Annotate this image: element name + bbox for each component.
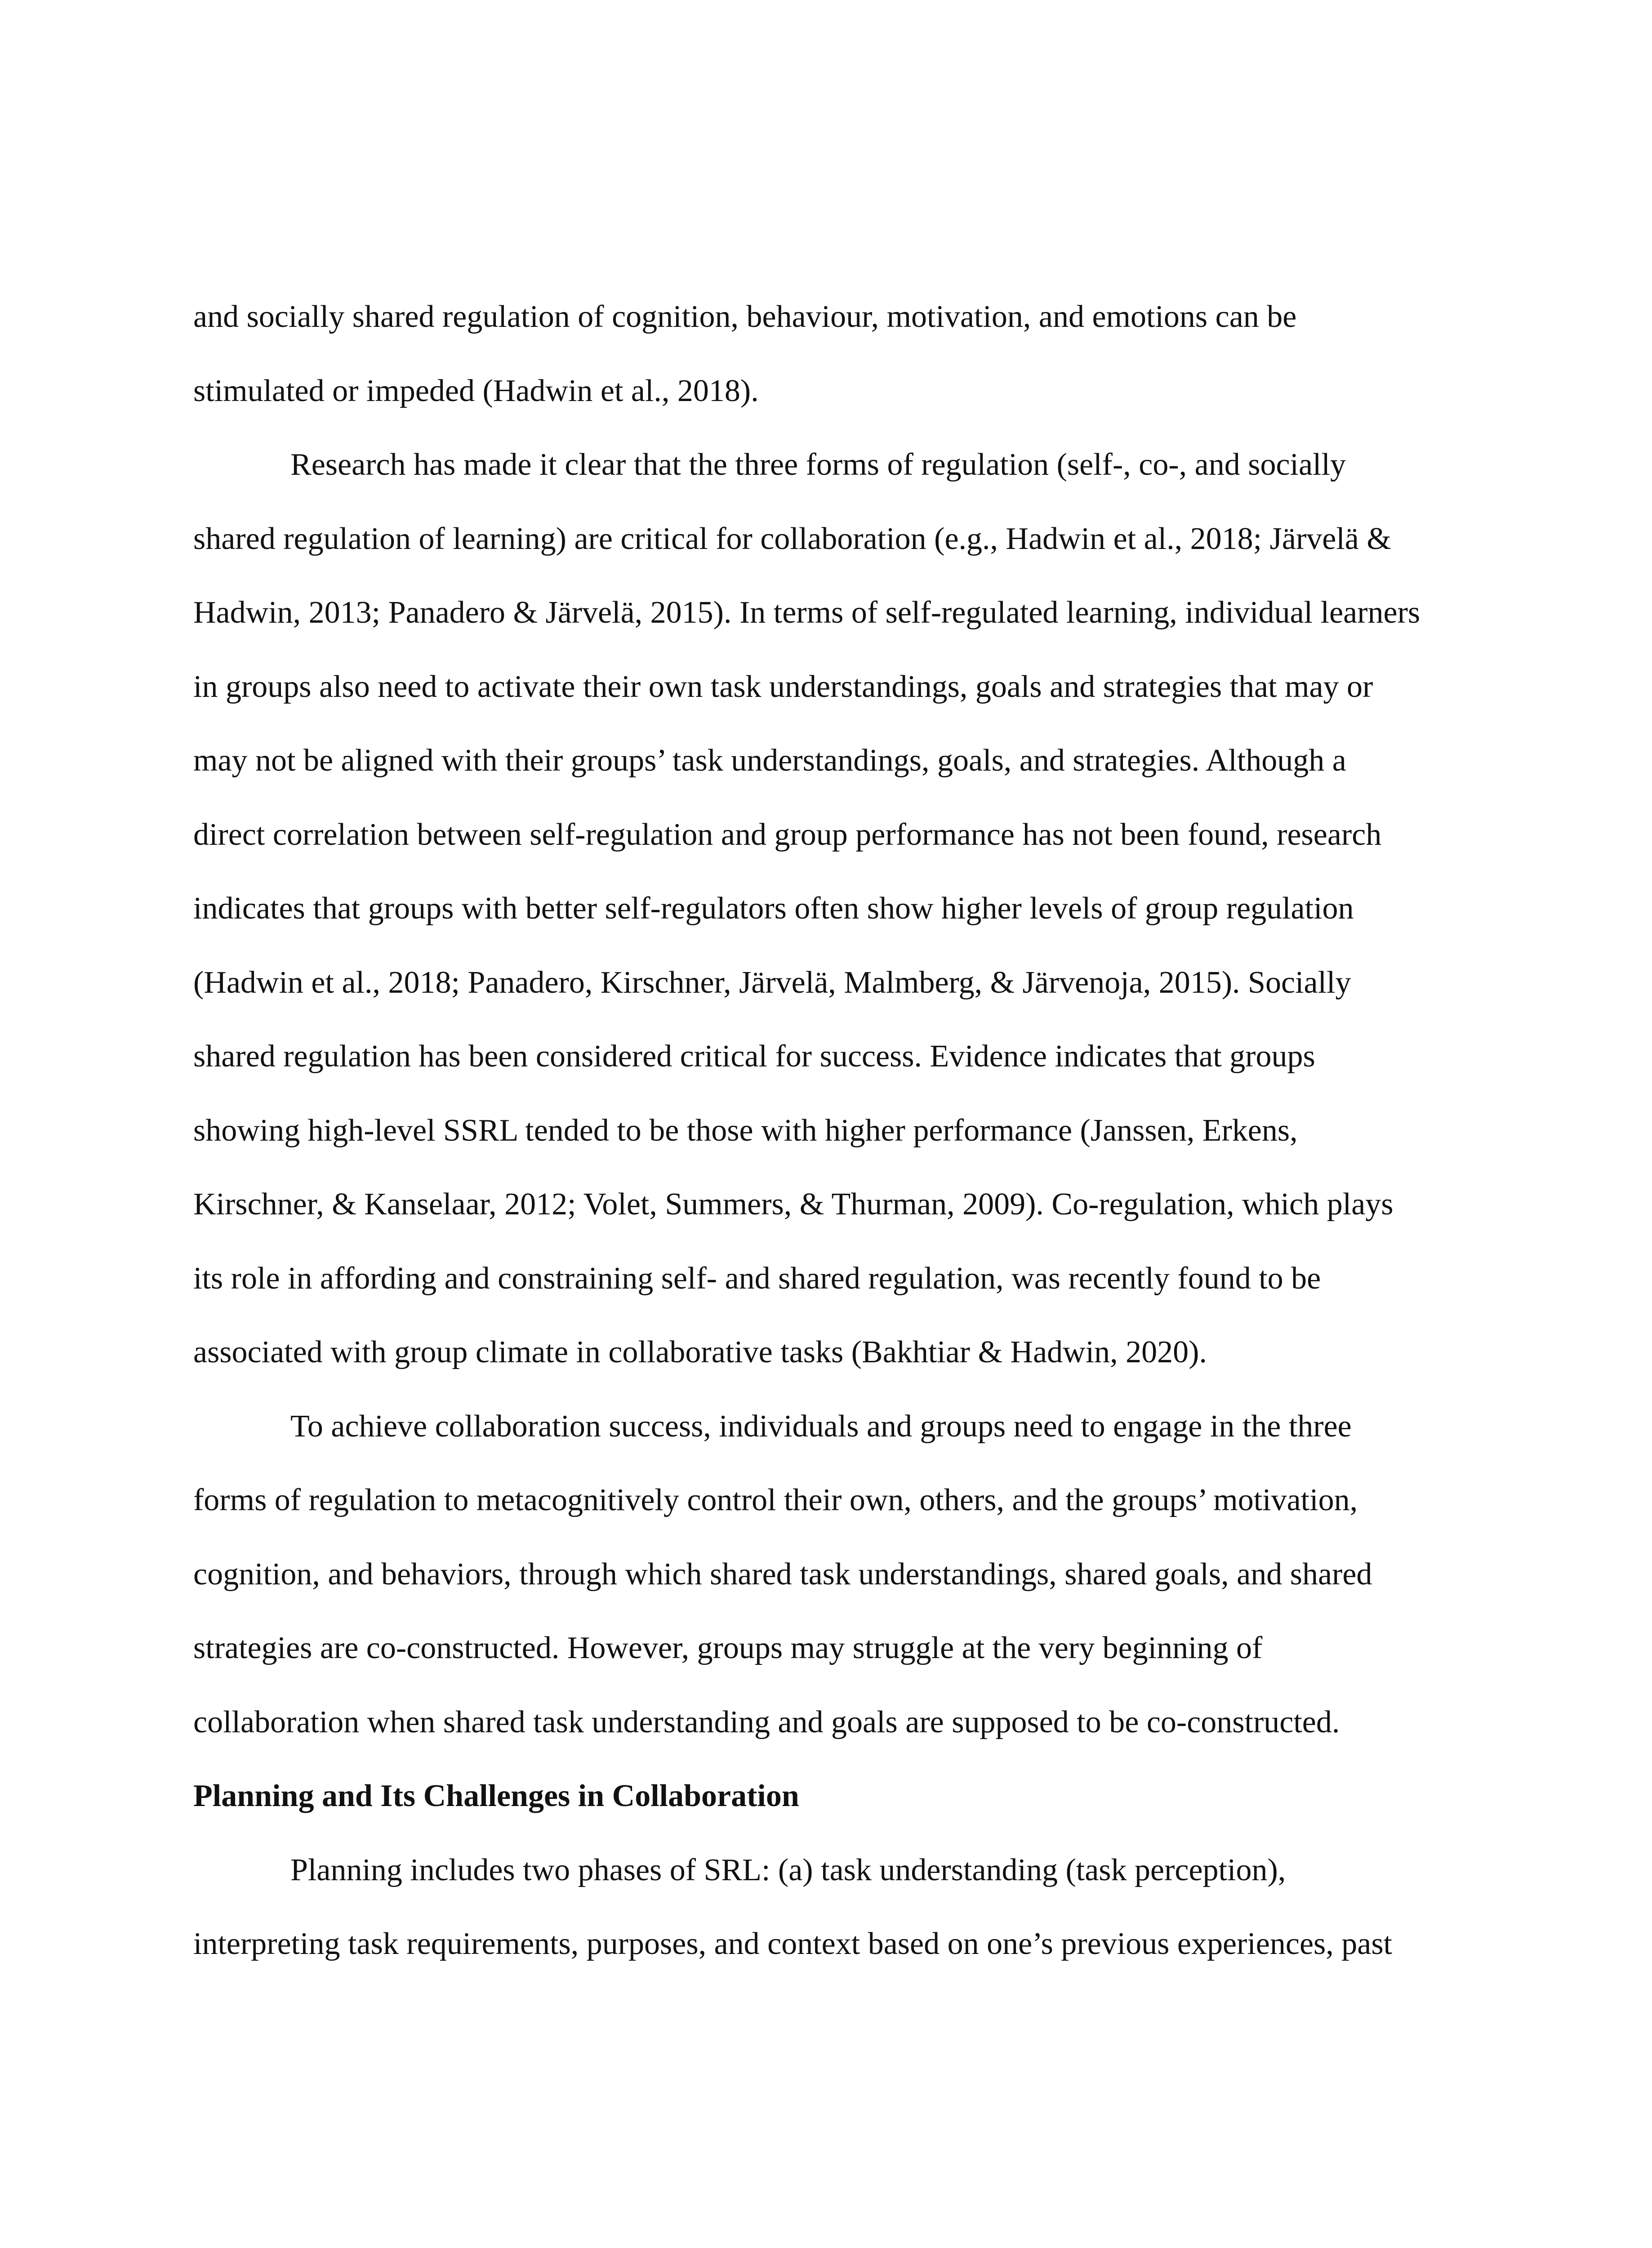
- text-line: and socially shared regulation of cognition, behaviour, motivation, and emotions can be: [193, 299, 1297, 334]
- text-line: Planning includes two phases of SRL: (a) task understanding (task perception),: [290, 1852, 1286, 1887]
- text-line: indicates that groups with better self-regulators often show higher levels of group regulation: [193, 891, 1354, 926]
- text-line: showing high-level SSRL tended to be those with higher performance (Janssen, Erkens,: [193, 1113, 1298, 1148]
- section-heading: Planning and Its Challenges in Collaboration: [193, 1779, 799, 1813]
- text-line: interpreting task requirements, purposes, and context based on one’s previous experiences, past: [193, 1927, 1393, 1961]
- text-line: Hadwin, 2013; Panadero & Järvelä, 2015). In terms of self-regulated learning, individual learners: [193, 595, 1420, 630]
- text-line: cognition, and behaviors, through which shared task understandings, shared goals, and shared: [193, 1557, 1372, 1592]
- text-line: stimulated or impeded (Hadwin et al., 2018).: [193, 373, 759, 408]
- text-line: (Hadwin et al., 2018; Panadero, Kirschner, Järvelä, Malmberg, & Järvenoja, 2015). Socially: [193, 965, 1351, 1000]
- text-line: strategies are co-constructed. However, groups may struggle at the very beginning of: [193, 1631, 1263, 1665]
- text-line: Research has made it clear that the three forms of regulation (self-, co-, and socially: [290, 447, 1346, 482]
- text-line: To achieve collaboration success, individuals and groups need to engage in the three: [290, 1409, 1352, 1444]
- text-line: shared regulation has been considered critical for success. Evidence indicates that groups: [193, 1039, 1315, 1074]
- text-line: associated with group climate in collaborative tasks (Bakhtiar & Hadwin, 2020).: [193, 1335, 1207, 1369]
- text-line: may not be aligned with their groups’ task understandings, goals, and strategies. Although a: [193, 743, 1346, 778]
- text-line: Kirschner, & Kanselaar, 2012; Volet, Summers, & Thurman, 2009). Co-regulation, which plays: [193, 1187, 1394, 1222]
- text-line: direct correlation between self-regulation and group performance has not been found, research: [193, 817, 1382, 852]
- text-line: its role in affording and constraining self- and shared regulation, was recently found to be: [193, 1261, 1321, 1296]
- text-line: collaboration when shared task understanding and goals are supposed to be co-constructed.: [193, 1704, 1340, 1740]
- text-line: shared regulation of learning) are critical for collaboration (e.g., Hadwin et al., 2018; Järvelä &: [193, 521, 1391, 556]
- text-line: in groups also need to activate their own task understandings, goals and strategies that may or: [193, 669, 1373, 704]
- text-line: forms of regulation to metacognitively control their own, others, and the groups’ motivation,: [193, 1483, 1358, 1517]
